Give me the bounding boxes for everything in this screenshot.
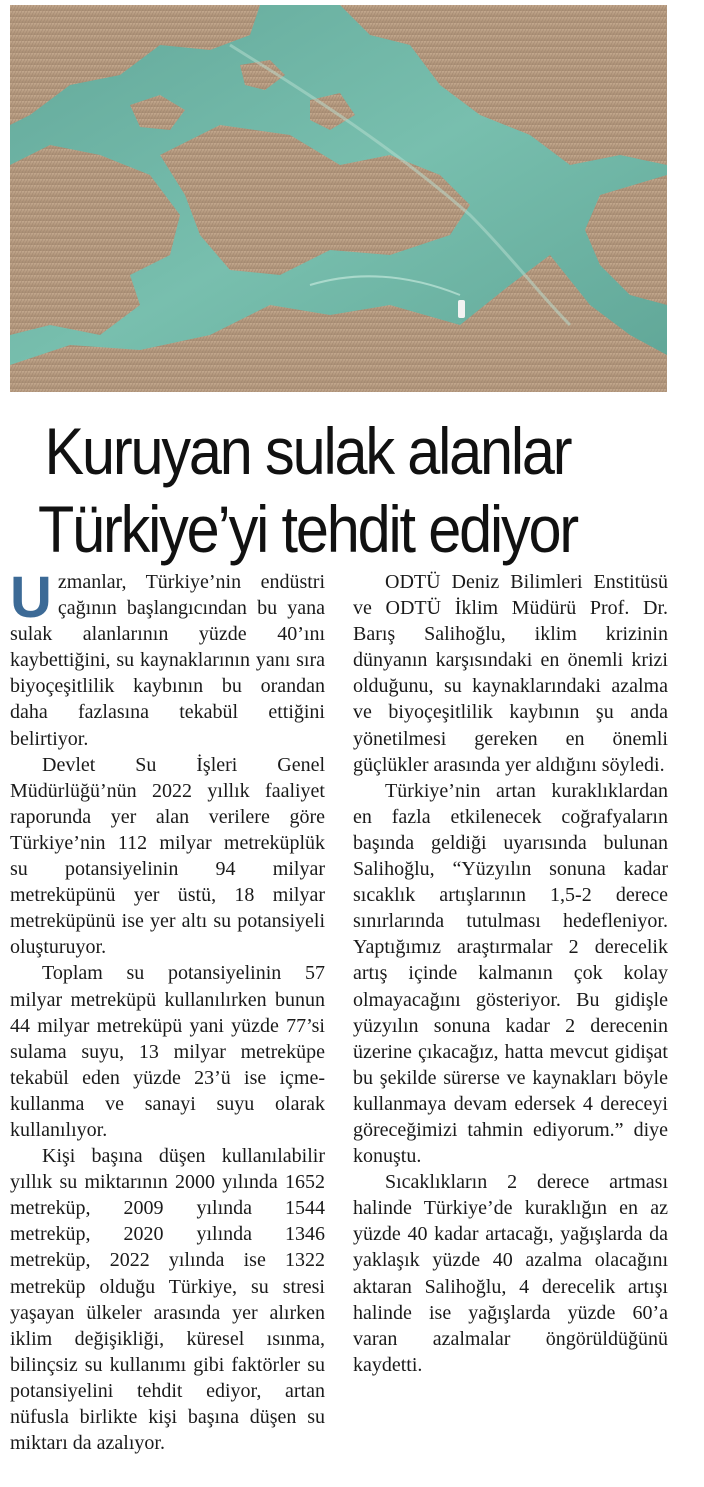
headline-line-1: Kuruyan sulak alanlar [44,414,571,488]
paragraph: Sıcaklıkların 2 derece artması halinde Türkiye’de kuraklığın en az yüzde 40 kadar artacağı, yağışlarda da yaklaşık yüzde 40 azalma olacağını aktaran Salihoğlu, 4 derecelik artışı halinde ise yağışlarda yüzde 60’a varan azalmalar öngörüldüğünü kaydetti. [353,1171,668,1376]
paragraph-intro-text: zmanlar, Türkiye’nin endüstri çağının başlangıcından bu yana sulak alanlarının yüzde 40’ını kaybettiğini, su kaynaklarının yanı sıra biyoçeşitlilik kaybının bu orandan daha fazlasına tekabül ettiğini belirtiyor. [10,571,325,750]
boat [458,300,465,318]
article-column-left [10,565,325,1456]
paragraph: Devlet Su İşleri Genel Müdürlüğü’nün 2022 yıllık faaliyet raporunda yer alan verilere göre Türkiye’nin 112 milyar metreküplük su potansiyelinin 94 milyar metreküpünü yer üstü, 18 milyar metreküpünü ise yer altı su potansiyeli oluşturuyor. [10,753,325,959]
paragraph-intro [10,565,325,752]
article-body [10,565,668,1456]
paragraph: Toplam su potansiyelinin 57 milyar metreküpü kullanılırken bunun 44 milyar metreküpü yani yüzde 77’si sulama suyu, 13 milyar metreküpe tekabül eden yüzde 23’ü ise içme-kullanma ve sanayi suyu olarak kullanılıyor. [10,962,325,1141]
drop-cap: U [10,565,52,630]
paragraph: Kişi başına düşen kullanılabilir yıllık su miktarının 2000 yılında 1652 metreküp, 2009 yılında 1544 metreküp, 2020 yılında 1346 metreküp, 2022 yılında ise 1322 metreküp olduğu Türkiye, su stresi yaşayan ülkeler arasında yer alırken iklim değişikliği, küresel ısınma, bilinçsiz su kullanımı gibi faktörler su potansiyelini tehdit ediyor, artan nüfusla birlikte kişi başına düşen su miktarı da azalıyor. [10,1145,325,1455]
paragraph: ODTÜ Deniz Bilimleri Enstitüsü ve ODTÜ İklim Müdürü Prof. Dr. Barış Salihoğlu, iklim krizinin dünyanın karşısındaki en önemli krizi olduğunu, su kaynaklarındaki azalma ve biyoçeşitlilik kaybının şu anda yönetilmesi gereken en önemli güçlükler arasında yer aldığını söyledi. [353,571,668,776]
wetland-photo [10,5,667,392]
paragraph: Türkiye’nin artan kuraklıklardan en fazla etkilenecek coğrafyaların başında geldiği uyarısında bulunan Salihoğlu, “Yüzyılın sonuna kadar sıcaklık artışlarının 1,5-2 derece sınırlarında tutulması hedefleniyor. Yaptığımız araştırmalar 2 derecelik artış içinde kalmanın çok kolay olmayacağını gösteriyor. Bu gidişle yüzyılın sonuna kadar 2 derecenin üzerine çıkacağız, hatta mevcut gidişat bu şekilde sürerse ve kaynakları böyle kullanmaya devam edersek 4 dereceyi göreceğimizi tahmin ediyorum.” diye konuştu. [353,779,668,1168]
article-column-right [353,569,668,1456]
headline-line-2: Türkiye’yi tehdit ediyor [37,492,578,566]
aerial-wetland-photo-icon [10,5,667,392]
headline [6,412,609,568]
